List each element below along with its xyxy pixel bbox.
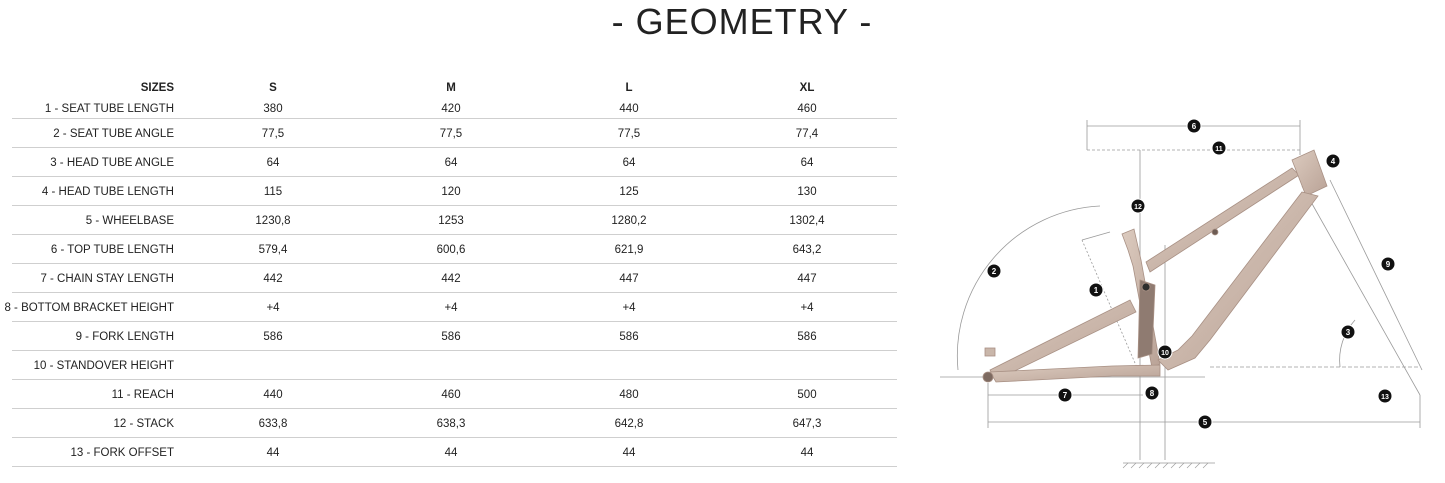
svg-text:12: 12 xyxy=(1134,204,1142,211)
value-l: 621,9 xyxy=(614,243,644,256)
marker-3 xyxy=(1341,325,1355,339)
size-header-l: L xyxy=(625,82,633,94)
row-label: 12 - STACK xyxy=(113,417,174,430)
value-m: 1253 xyxy=(438,214,464,227)
value-l: 44 xyxy=(622,446,636,459)
row-label: 4 - HEAD TUBE LENGTH xyxy=(41,185,174,198)
table-row xyxy=(12,235,897,264)
value-m: +4 xyxy=(444,301,458,314)
marker-2 xyxy=(987,264,1001,278)
table-row xyxy=(12,148,897,177)
value-s: 1230,8 xyxy=(255,214,291,227)
svg-text:6: 6 xyxy=(1191,122,1197,131)
value-xl: 447 xyxy=(797,272,817,285)
bike-geometry-diagram xyxy=(930,100,1440,483)
svg-text:11: 11 xyxy=(1215,146,1223,153)
marker-13 xyxy=(1378,389,1392,403)
value-l: 77,5 xyxy=(617,127,641,140)
row-label: 13 - FORK OFFSET xyxy=(70,446,174,459)
table-row xyxy=(12,206,897,235)
value-s: 440 xyxy=(263,388,283,401)
value-m: 64 xyxy=(444,156,458,169)
row-label: 6 - TOP TUBE LENGTH xyxy=(50,243,174,256)
value-s: 442 xyxy=(263,272,283,285)
value-m: 44 xyxy=(444,446,458,459)
marker-5 xyxy=(1198,415,1212,429)
table-row xyxy=(4,293,897,322)
value-m: 442 xyxy=(441,272,461,285)
value-xl: 1302,4 xyxy=(789,214,825,227)
marker-7 xyxy=(1058,388,1072,402)
marker-8 xyxy=(1145,386,1159,400)
row-label: 5 - WHEELBASE xyxy=(85,214,174,227)
value-l: 1280,2 xyxy=(611,214,647,227)
marker-4 xyxy=(1326,154,1340,168)
value-xl: 586 xyxy=(797,330,817,343)
table-row xyxy=(12,409,897,438)
table-row xyxy=(12,380,897,409)
row-label: 2 - SEAT TUBE ANGLE xyxy=(53,127,174,140)
value-xl: +4 xyxy=(800,301,814,314)
marker-12 xyxy=(1131,199,1145,213)
value-l: 447 xyxy=(619,272,639,285)
svg-text:13: 13 xyxy=(1381,394,1389,401)
svg-text:1: 1 xyxy=(1093,286,1099,295)
table-row xyxy=(12,351,897,380)
row-label: 9 - FORK LENGTH xyxy=(75,330,174,343)
svg-text:2: 2 xyxy=(991,267,997,276)
value-m: 120 xyxy=(441,185,461,198)
value-m: 77,5 xyxy=(439,127,463,140)
row-label: 3 - HEAD TUBE ANGLE xyxy=(50,156,174,169)
row-label: 7 - CHAIN STAY LENGTH xyxy=(40,272,174,285)
marker-9 xyxy=(1381,257,1395,271)
bike-frame xyxy=(983,150,1327,382)
value-xl: 500 xyxy=(797,388,817,401)
marker-6 xyxy=(1187,119,1201,133)
marker-1 xyxy=(1089,283,1103,297)
value-s: 579,4 xyxy=(258,243,288,256)
value-s: 77,5 xyxy=(261,127,285,140)
row-divider xyxy=(12,466,897,467)
value-s: 586 xyxy=(263,330,283,343)
value-xl: 130 xyxy=(797,185,817,198)
diagram-markers xyxy=(987,119,1395,429)
value-l: 586 xyxy=(619,330,639,343)
value-l: 440 xyxy=(619,102,639,115)
value-s: 633,8 xyxy=(258,417,288,430)
row-label: 1 - SEAT TUBE LENGTH xyxy=(44,102,174,115)
size-header-s: S xyxy=(269,82,277,94)
value-l: 480 xyxy=(619,388,639,401)
value-xl: 44 xyxy=(800,446,814,459)
table-row xyxy=(12,98,897,119)
size-header-xl: XL xyxy=(799,82,815,94)
value-s: 115 xyxy=(263,185,283,198)
table-header-row xyxy=(12,78,897,98)
value-l: 64 xyxy=(622,156,636,169)
row-label: 10 - STANDOVER HEIGHT xyxy=(33,359,174,372)
svg-text:3: 3 xyxy=(1345,328,1351,337)
row-label: 11 - REACH xyxy=(111,388,174,401)
svg-text:8: 8 xyxy=(1149,389,1155,398)
value-m: 600,6 xyxy=(436,243,466,256)
marker-10 xyxy=(1158,345,1172,359)
table-body xyxy=(4,98,897,467)
table-row xyxy=(12,322,897,351)
table-row xyxy=(12,264,897,293)
value-xl: 77,4 xyxy=(795,127,819,140)
value-m: 460 xyxy=(441,388,461,401)
dimension-lines xyxy=(940,120,1422,468)
value-xl: 643,2 xyxy=(792,243,822,256)
size-header-m: M xyxy=(446,82,456,94)
row-label: 8 - BOTTOM BRACKET HEIGHT xyxy=(4,301,174,314)
value-s: 44 xyxy=(266,446,280,459)
table-row xyxy=(12,438,897,467)
value-l: 125 xyxy=(619,185,639,198)
geometry-table xyxy=(4,78,897,467)
value-s: 64 xyxy=(266,156,280,169)
table-row xyxy=(12,177,897,206)
value-m: 638,3 xyxy=(436,417,466,430)
value-xl: 460 xyxy=(797,102,817,115)
svg-text:5: 5 xyxy=(1202,418,1208,427)
value-l: 642,8 xyxy=(614,417,644,430)
sizes-header: SIZES xyxy=(140,82,174,94)
value-xl: 647,3 xyxy=(792,417,822,430)
svg-text:7: 7 xyxy=(1062,391,1068,400)
table-row xyxy=(12,119,897,148)
svg-text:10: 10 xyxy=(1161,350,1169,357)
svg-text:9: 9 xyxy=(1385,260,1391,269)
page-title: - GEOMETRY - xyxy=(611,1,873,42)
marker-11 xyxy=(1212,141,1226,155)
value-s: 380 xyxy=(263,102,283,115)
value-m: 420 xyxy=(441,102,461,115)
svg-text:4: 4 xyxy=(1330,157,1336,166)
value-s: +4 xyxy=(266,301,280,314)
value-l: +4 xyxy=(622,301,636,314)
value-xl: 64 xyxy=(800,156,814,169)
value-m: 586 xyxy=(441,330,461,343)
